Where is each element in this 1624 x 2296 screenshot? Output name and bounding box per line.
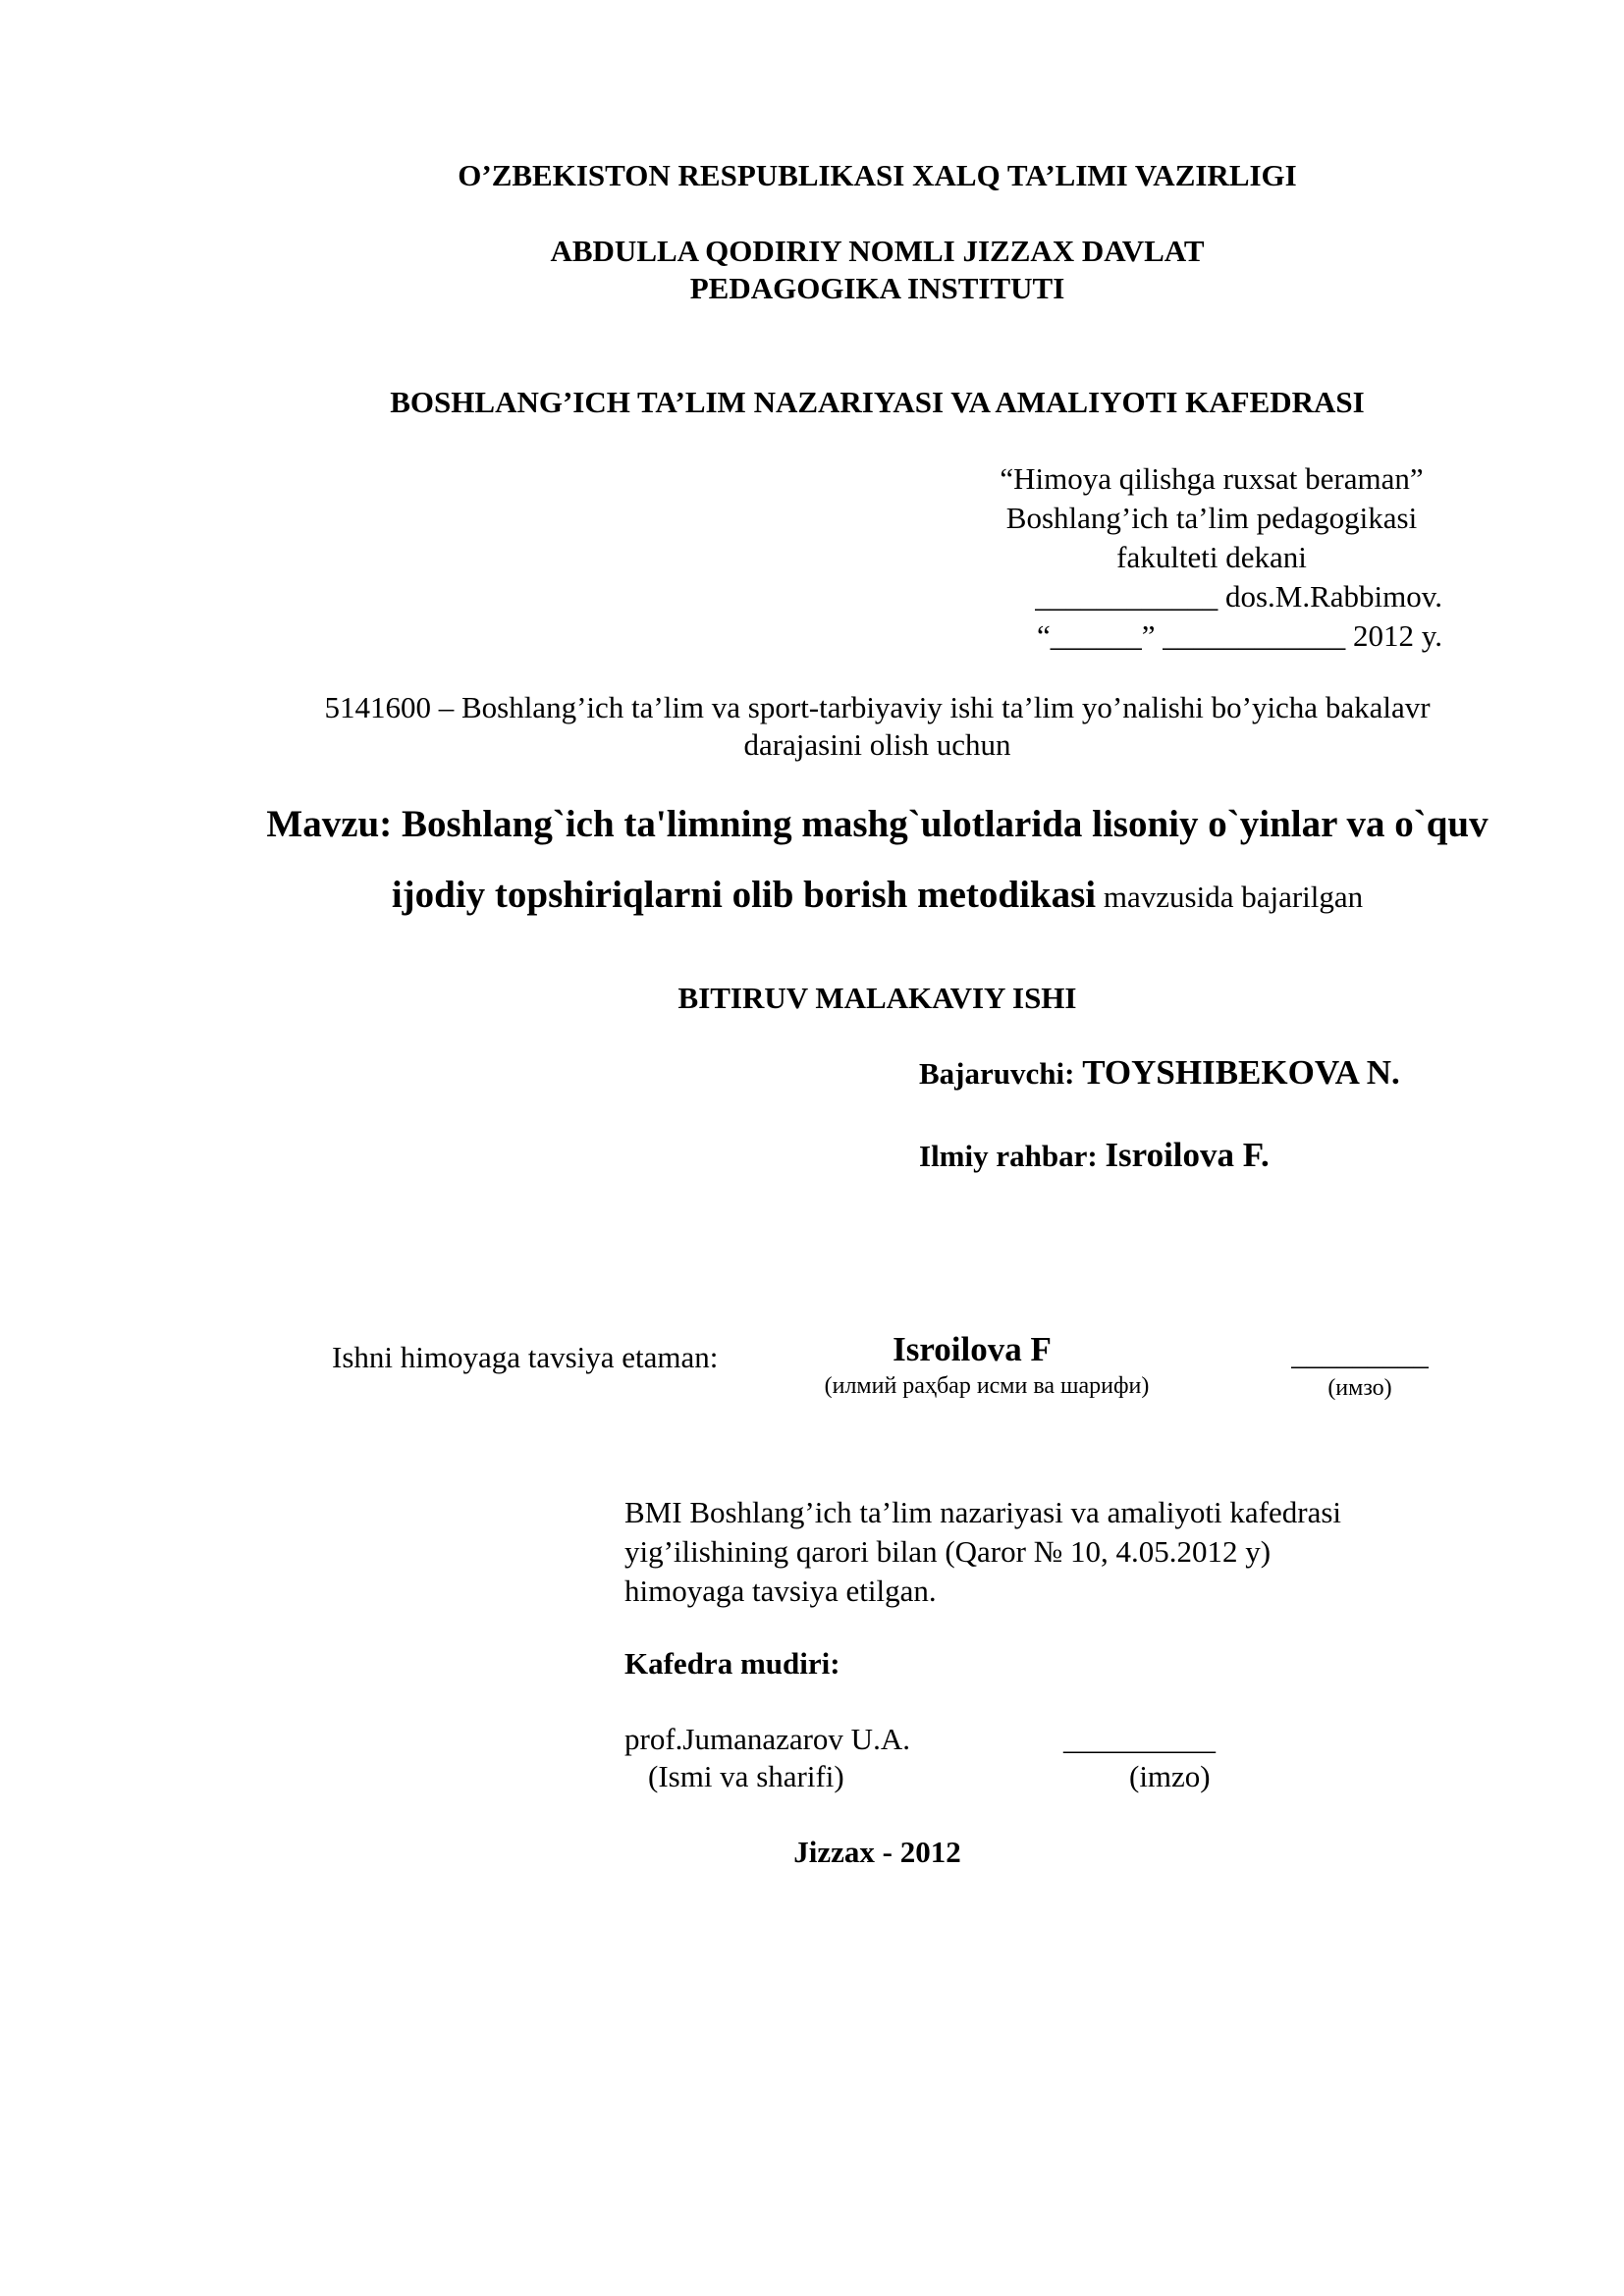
topic-line2-rest: mavzusida bajarilgan	[1096, 880, 1364, 914]
approval-line2: Boshlang’ich ta’lim pedagogikasi	[1005, 501, 1418, 535]
decision-line3: himoyaga tavsiya etilgan.	[624, 1574, 937, 1608]
recommend-sign-caption: (имзо)	[1327, 1375, 1392, 1401]
department-title: BOSHLANG’ICH TA’LIM NAZARIYASI VA AMALIYOTI KAFEDRASI	[390, 385, 1365, 419]
head-sign-caption: (imzo)	[1129, 1759, 1211, 1793]
recommend-label: Ishni himoyaga tavsiya etaman:	[332, 1340, 719, 1374]
author-name: TOYSHIBEKOVA N.	[1082, 1053, 1400, 1092]
approval-line3: fakulteti dekani	[1116, 540, 1307, 574]
head-label: Kafedra mudiri:	[624, 1646, 840, 1681]
purpose-line1: 5141600 – Boshlang’ich ta’lim va sport-tarbiyaviy ishi ta’lim yo’nalishi bo’yicha bakalavr	[324, 690, 1431, 724]
decision-block	[624, 1493, 1341, 1611]
supervisor-label: Ilmiy rahbar:	[919, 1139, 1106, 1173]
recommend-name: Isroilova F	[893, 1330, 1052, 1368]
head-name: prof.Jumanazarov U.A.	[624, 1722, 910, 1756]
footer-place-year: Jizzax - 2012	[793, 1835, 961, 1869]
institute-title-line1: ABDULLA QODIRIY NOMLI JIZZAX DAVLAT	[550, 234, 1205, 268]
supervisor-line	[919, 1135, 1270, 1176]
approval-line5: “______” ____________ 2012 y.	[1036, 618, 1442, 653]
purpose-line2: darajasini olish uchun	[743, 727, 1011, 762]
head-sign-line: __________	[1063, 1722, 1216, 1756]
topic-line2-bold: ijodiy topshiriqlarni olib borish metodikasi	[391, 874, 1097, 916]
decision-line2: yig’ilishining qarori bilan (Qaror № 10, 4.05.2012 y)	[624, 1534, 1272, 1569]
author-line	[919, 1052, 1400, 1094]
recommend-sign-line: _________	[1291, 1337, 1429, 1371]
author-label: Bajaruvchi:	[919, 1056, 1083, 1091]
supervisor-name: Isroilova F.	[1105, 1136, 1270, 1174]
recommend-name-caption: (илмий раҳбар исми ва шарифи)	[824, 1373, 1150, 1399]
institute-title-line2: PEDAGOGIKA INSTITUTI	[689, 271, 1065, 305]
approval-line4: ____________ dos.M.Rabbimov.	[1035, 579, 1442, 614]
decision-line1: BMI Boshlang’ich ta’lim nazariyasi va amaliyoti kafedrasi	[624, 1495, 1341, 1529]
work-type: BITIRUV MALAKAVIY ISHI	[677, 981, 1077, 1015]
head-name-caption: (Ismi va sharifi)	[648, 1759, 844, 1793]
ministry-title: O’ZBEKISTON RESPUBLIKASI XALQ TA’LIMI VAZIRLIGI	[458, 158, 1297, 192]
approval-block	[981, 459, 1442, 656]
topic-line2	[0, 872, 1624, 919]
topic-line1: Mavzu: Boshlang`ich ta'limning mashg`ulotlarida lisoniy o`yinlar va o`quv	[266, 803, 1489, 845]
approval-line1: “Himoya qilishga ruxsat beraman”	[1000, 461, 1424, 496]
